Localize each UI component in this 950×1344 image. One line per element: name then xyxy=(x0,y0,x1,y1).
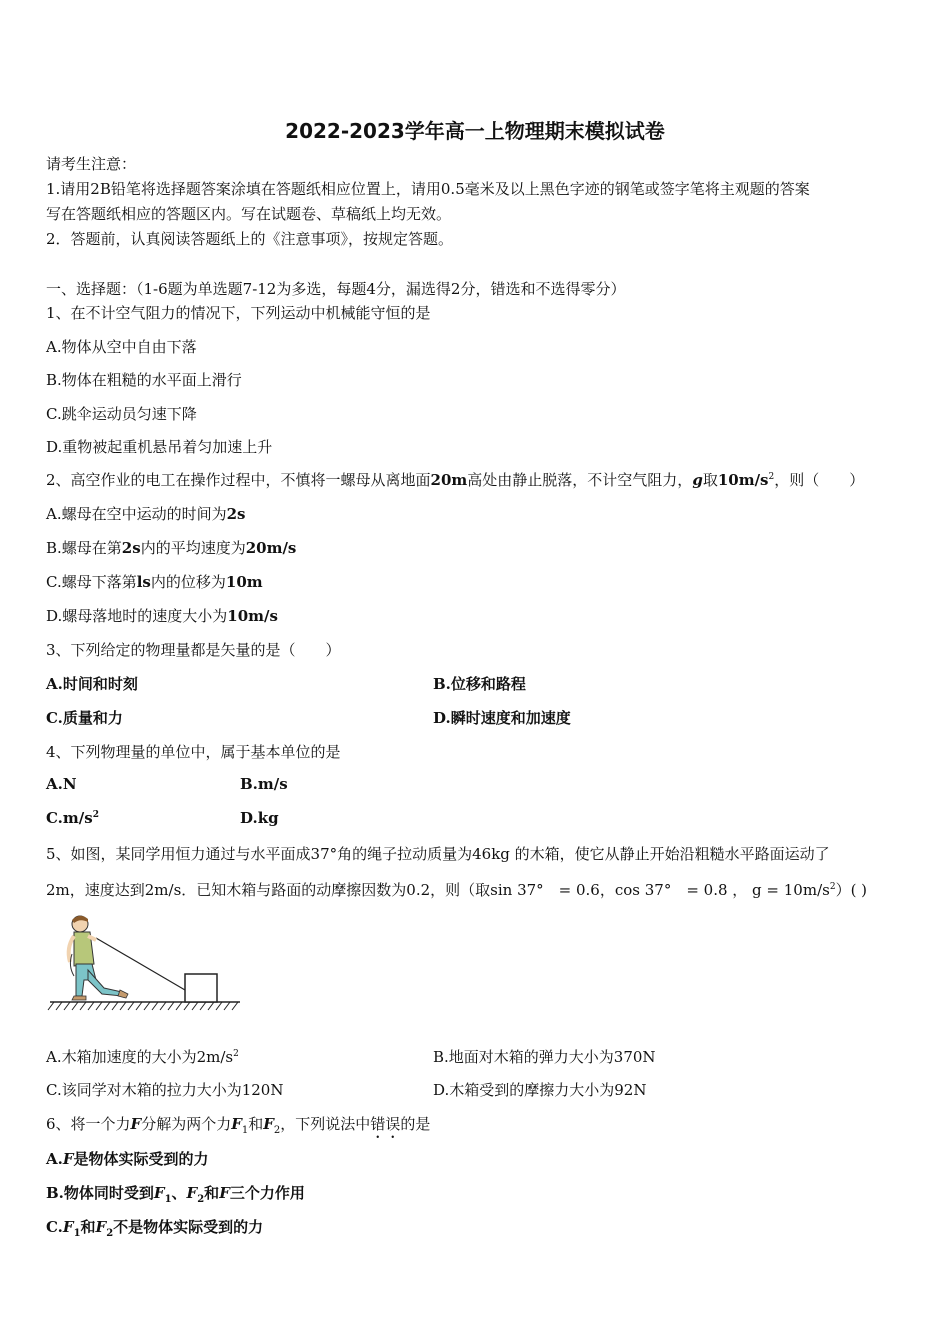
q4-option-a: A.N xyxy=(46,775,77,793)
q2-option-c-text: C.螺母下落第 xyxy=(46,573,137,591)
q6-option-c xyxy=(46,1216,263,1237)
q6-option-a xyxy=(46,1148,209,1169)
q4-option-c-exponent: 2 xyxy=(92,810,99,820)
q6-force-symbol: F xyxy=(95,1218,107,1236)
q5-stem-line-2 xyxy=(46,879,867,900)
q4-option-c-text: C.m/s xyxy=(46,809,93,827)
q6-force-symbol: F xyxy=(231,1115,242,1133)
q6-emphasis: 错误 xyxy=(370,1115,401,1133)
q6-option-b xyxy=(46,1182,305,1203)
q2-stem-part: 2、高空作业的电工在操作过程中，不慎将一螺母从离地面 xyxy=(46,471,431,489)
q6-force-symbol: F xyxy=(153,1184,165,1202)
q2-option-b-value: 20m/s xyxy=(245,539,297,557)
q1-option-d: D.重物被起重机悬吊着匀加速上升 xyxy=(46,438,273,456)
q4-stem: 4、下列物理量的单位中，属于基本单位的是 xyxy=(46,743,341,761)
q2-stem-part: 高处由静止脱落，不计空气阻力， xyxy=(467,471,693,489)
q2-option-d xyxy=(46,605,278,626)
q5-stem-line-1: 5、如图，某同学用恒力通过与水平面成37°角的绳子拉动质量为46kg 的木箱，使它从静止开始沿粗糙水平路面运动了 xyxy=(46,845,830,863)
q6-force-symbol: F xyxy=(263,1115,274,1133)
q6-option-b-text: 三个力作用 xyxy=(229,1184,305,1202)
q2-option-b-text: 内的平均速度为 xyxy=(140,539,246,557)
q2-stem-part: ，则（ ） xyxy=(774,471,865,489)
q3-option-b: B.位移和路程 xyxy=(433,675,526,693)
q3-stem: 3、下列给定的物理量都是矢量的是（ ） xyxy=(46,641,341,659)
q1-option-c: C.跳伞运动员匀速下降 xyxy=(46,405,197,423)
q6-stem-text: 6、将一个力 xyxy=(46,1115,131,1133)
q6-option-c-text: 和 xyxy=(80,1218,96,1236)
q2-stem xyxy=(46,469,864,490)
q6-option-a-text: 是物体实际受到的力 xyxy=(73,1150,209,1168)
q5-option-c: C.该同学对木箱的拉力大小为120N xyxy=(46,1081,284,1099)
q5-option-a xyxy=(46,1046,239,1067)
q6-option-b-text: 和 xyxy=(204,1184,220,1202)
q5-stem-exponent: 2 xyxy=(829,882,836,892)
q4-option-b: B.m/s xyxy=(240,775,288,793)
q2-option-b xyxy=(46,537,296,558)
q6-stem-text: ，下列说法中 xyxy=(280,1115,371,1133)
notice-line-2: 2．答题前，认真阅读答题纸上的《注意事项》，按规定答题。 xyxy=(46,230,454,248)
q3-option-d: D.瞬时速度和加速度 xyxy=(433,709,571,727)
q6-force-symbol: F xyxy=(219,1184,230,1202)
q4-option-d: D.kg xyxy=(240,809,279,827)
q2-option-d-value: 10m/s xyxy=(227,607,278,625)
q6-subscript: 1 xyxy=(241,1125,249,1136)
q3-option-c: C.质量和力 xyxy=(46,709,123,727)
notice-line-1: 1.请用2B铅笔将选择题答案涂填在答题纸相应位置上，请用0.5毫米及以上黑色字迹的钢笔或签字笔将主观题的答案 xyxy=(46,180,810,198)
q2-option-c-value: ls xyxy=(136,573,151,591)
page-title: 2022-2023学年高一上物理期末模拟试卷 xyxy=(285,119,665,143)
q6-force-symbol: F xyxy=(130,1115,142,1133)
q5-stem-text: ）( ) xyxy=(835,881,868,899)
q2-option-a-value: 2s xyxy=(226,505,246,523)
q2-height: 20m xyxy=(430,471,468,489)
q2-g-symbol: g xyxy=(692,471,703,489)
q2-g-value: 10m/s xyxy=(717,471,769,489)
q2-option-a xyxy=(46,503,246,524)
q6-stem-text: 分解为两个力 xyxy=(141,1115,232,1133)
q6-option-b-text: 、 xyxy=(171,1184,187,1202)
q2-option-b-value: 2s xyxy=(121,539,141,557)
q2-option-b-text: B.螺母在第 xyxy=(46,539,122,557)
q1-option-a: A.物体从空中自由下落 xyxy=(46,338,197,356)
q6-subscript: 1 xyxy=(164,1194,172,1205)
q2-option-a-text: A.螺母在空中运动的时间为 xyxy=(46,505,227,523)
q6-option-b-text: B.物体同时受到 xyxy=(46,1184,154,1202)
q6-stem xyxy=(46,1113,430,1142)
q5-option-d: D.木箱受到的摩擦力大小为92N xyxy=(433,1081,647,1099)
q6-option-c-text: 不是物体实际受到的力 xyxy=(113,1218,264,1236)
q2-g-exponent: 2 xyxy=(768,472,775,482)
q2-option-d-text: D.螺母落地时的速度大小为 xyxy=(46,607,228,625)
q6-force-symbol: F xyxy=(62,1218,74,1236)
q6-stem-text: 和 xyxy=(248,1115,264,1133)
q2-option-c-text: 内的位移为 xyxy=(150,573,226,591)
q6-subscript: 2 xyxy=(273,1125,281,1136)
q6-option-a-text: A. xyxy=(46,1150,63,1168)
q5-option-b: B.地面对木箱的弹力大小为370N xyxy=(433,1048,656,1066)
q5-option-a-exponent: 2 xyxy=(233,1049,239,1059)
q1-stem: 1、在不计空气阻力的情况下，下列运动中机械能守恒的是 xyxy=(46,304,431,322)
q6-subscript: 2 xyxy=(106,1228,114,1239)
q6-option-c-text: C. xyxy=(46,1218,63,1236)
q3-option-a: A.时间和时刻 xyxy=(46,675,138,693)
q1-option-b: B.物体在粗糙的水平面上滑行 xyxy=(46,371,242,389)
q5-figure-person-pulling-box xyxy=(44,910,244,1018)
q2-option-c xyxy=(46,571,263,592)
q6-subscript: 1 xyxy=(73,1228,81,1239)
notice-heading: 请考生注意： xyxy=(46,155,137,173)
q6-stem-text: 的是 xyxy=(400,1115,431,1133)
q5-stem-text: 2m，速度达到2m/s．已知木箱与路面的动摩擦因数为0.2，则（取sin 37° = 0.6，cos 37° = 0.8 ， g = 10m/s xyxy=(46,881,830,899)
q2-stem-part: 取 xyxy=(702,471,718,489)
q6-force-symbol: F xyxy=(186,1184,198,1202)
section-heading: 一、选择题：（1-6题为单选题7-12为多选，每题4分，漏选得2分，错选和不选得零分） xyxy=(46,280,626,298)
q6-subscript: 2 xyxy=(197,1194,205,1205)
q2-option-c-value: 10m xyxy=(225,573,263,591)
q6-force-symbol: F xyxy=(62,1150,74,1168)
q4-option-c xyxy=(46,809,99,827)
notice-line-1-cont: 写在答题纸相应的答题区内。写在试题卷、草稿纸上均无效。 xyxy=(46,205,452,223)
q5-option-a-text: A.木箱加速度的大小为2m/s xyxy=(46,1048,234,1066)
